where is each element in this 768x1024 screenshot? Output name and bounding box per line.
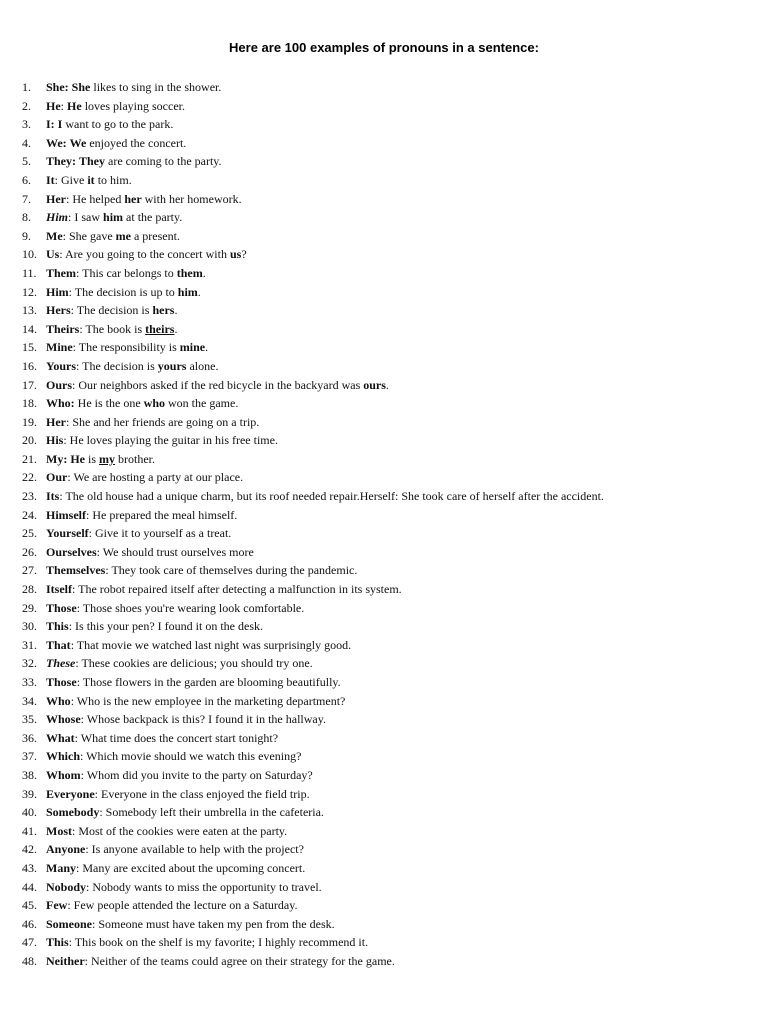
- list-item: [22, 692, 762, 711]
- pronoun-term: me: [115, 228, 131, 243]
- item-sentence: [46, 822, 762, 841]
- item-number: 36.: [22, 730, 37, 745]
- sentence-text: .: [202, 265, 206, 280]
- pronoun-term: She:: [46, 80, 69, 94]
- list-item: [22, 617, 762, 636]
- item-number: 4.: [22, 135, 31, 150]
- item-sentence: [46, 283, 762, 302]
- item-number: 6.: [22, 172, 31, 187]
- pronoun-term: My:: [46, 451, 68, 466]
- sentence-text: : This book on the shelf is my favorite; I highly recommend it.: [68, 935, 369, 950]
- item-number: 33.: [22, 675, 37, 689]
- sentence-text: :: [60, 98, 68, 113]
- pronoun-term: Who: [46, 693, 71, 708]
- pronoun-term: Whose: [46, 712, 81, 727]
- sentence-text: : This car belongs to: [76, 265, 177, 280]
- item-sentence: [46, 673, 762, 692]
- item-number: 16.: [22, 358, 37, 373]
- pronoun-term: Those: [46, 675, 77, 689]
- item-sentence: [46, 301, 762, 320]
- item-number: 10.: [22, 247, 37, 262]
- item-number: 18.: [22, 396, 37, 411]
- item-sentence: [46, 952, 762, 971]
- pronoun-example-list: [22, 78, 762, 971]
- pronoun-term: It: [46, 172, 55, 187]
- item-number: 19.: [22, 414, 37, 429]
- pronoun-term: them: [176, 265, 203, 280]
- list-item: [22, 264, 762, 283]
- sentence-text: at the party.: [123, 210, 183, 225]
- list-item: [22, 134, 762, 153]
- list-item: [22, 636, 762, 655]
- list-item: [22, 487, 762, 506]
- item-sentence: [46, 561, 762, 580]
- item-sentence: [46, 245, 762, 264]
- list-item: [22, 97, 762, 116]
- item-sentence: [46, 524, 762, 543]
- sentence-text: : He loves playing the guitar in his free time.: [63, 433, 278, 448]
- item-number: 1.: [22, 80, 31, 94]
- item-number: 23.: [22, 489, 37, 504]
- item-sentence: [46, 747, 762, 766]
- list-item: [22, 747, 762, 766]
- pronoun-term: it: [87, 172, 95, 187]
- pronoun-term: Me: [46, 228, 63, 243]
- list-item: [22, 301, 762, 320]
- pronoun-term: We: [69, 135, 87, 150]
- item-sentence: [46, 97, 762, 116]
- sentence-text: .: [197, 284, 201, 299]
- item-number: 41.: [22, 823, 37, 838]
- list-item: [22, 413, 762, 432]
- item-sentence: [46, 636, 762, 655]
- item-number: 43.: [22, 860, 37, 875]
- item-sentence: [46, 543, 762, 562]
- pronoun-term: Anyone: [46, 842, 86, 857]
- sentence-text: : Many are excited about the upcoming concert.: [76, 860, 306, 875]
- pronoun-term: him: [177, 284, 198, 299]
- pronoun-term: Who:: [46, 396, 75, 411]
- item-sentence: [46, 376, 762, 395]
- item-sentence: [46, 320, 762, 339]
- list-item: [22, 115, 762, 134]
- list-item: [22, 376, 762, 395]
- item-number: 34.: [22, 693, 37, 708]
- item-number: 47.: [22, 935, 37, 950]
- sentence-text: : Neither of the teams could agree on their strategy for the game.: [84, 953, 395, 968]
- sentence-text: : Give it to yourself as a treat.: [88, 526, 232, 541]
- pronoun-term: He: [67, 98, 82, 113]
- item-sentence: [46, 840, 762, 859]
- sentence-text: : Most of the cookies were eaten at the party.: [72, 823, 288, 838]
- sentence-text: : Give: [54, 172, 88, 187]
- list-item: [22, 785, 762, 804]
- item-number: 37.: [22, 749, 37, 764]
- sentence-text: .: [174, 321, 178, 336]
- item-number: 20.: [22, 433, 37, 448]
- item-sentence: [46, 896, 762, 915]
- pronoun-term: Neither: [46, 953, 85, 968]
- item-sentence: [46, 134, 762, 153]
- pronoun-term: This: [46, 619, 69, 634]
- item-number: 29.: [22, 600, 37, 615]
- list-item: [22, 766, 762, 785]
- sentence-text: : Are you going to the concert with: [59, 247, 230, 262]
- list-item: [22, 803, 762, 822]
- pronoun-term: Himself: [46, 507, 86, 522]
- list-item: [22, 840, 762, 859]
- sentence-text: : She and her friends are going on a trip.: [66, 414, 260, 429]
- pronoun-term: Those: [46, 600, 77, 615]
- item-number: 15.: [22, 340, 37, 355]
- pronoun-term: His: [46, 433, 64, 448]
- sentence-text: .: [205, 340, 209, 355]
- pronoun-term: who: [143, 396, 165, 411]
- item-sentence: [46, 692, 762, 711]
- list-item: [22, 822, 762, 841]
- sentence-text: : They took care of themselves during the pandemic.: [105, 563, 358, 578]
- pronoun-term: Someone: [46, 916, 92, 931]
- pronoun-term: I:: [46, 117, 55, 132]
- pronoun-term: ours: [363, 377, 386, 392]
- sentence-text: .: [385, 377, 389, 392]
- sentence-text: : Nobody wants to miss the opportunity to travel.: [86, 879, 322, 894]
- list-item: [22, 394, 762, 413]
- list-item: [22, 171, 762, 190]
- item-number: 24.: [22, 507, 37, 522]
- sentence-text: ?: [241, 247, 247, 262]
- sentence-text: : Is this your pen? I found it on the desk.: [68, 619, 263, 634]
- item-number: 12.: [22, 284, 37, 299]
- item-number: 38.: [22, 767, 37, 782]
- sentence-text: : Who is the new employee in the marketing department?: [70, 693, 346, 708]
- pronoun-term: mine: [179, 340, 206, 355]
- item-sentence: [46, 487, 762, 506]
- list-item: [22, 468, 762, 487]
- list-item: [22, 710, 762, 729]
- pronoun-term: Many: [46, 860, 76, 875]
- pronoun-term: yours: [157, 358, 187, 373]
- item-sentence: [46, 710, 762, 729]
- sentence-text: : The responsibility is: [72, 340, 180, 355]
- list-item: [22, 933, 762, 952]
- sentence-text: a present.: [130, 228, 180, 243]
- item-number: 17.: [22, 377, 37, 392]
- item-sentence: [46, 803, 762, 822]
- item-number: 40.: [22, 805, 37, 820]
- pronoun-term: my: [99, 451, 116, 466]
- sentence-text: : That movie we watched last night was surprisingly good.: [70, 637, 352, 652]
- pronoun-term: Mine: [46, 340, 73, 355]
- item-number: 32.: [22, 656, 37, 671]
- sentence-text: : He prepared the meal himself.: [86, 507, 238, 522]
- sentence-text: are coming to the party.: [105, 154, 222, 169]
- sentence-text: is: [85, 451, 100, 466]
- item-sentence: [46, 654, 762, 673]
- item-number: 5.: [22, 154, 31, 169]
- sentence-text: enjoyed the concert.: [86, 135, 187, 150]
- pronoun-term: We:: [46, 135, 67, 150]
- item-sentence: [46, 599, 762, 618]
- item-number: 26.: [22, 544, 37, 559]
- pronoun-term: That: [46, 637, 71, 652]
- pronoun-term: Them: [46, 265, 76, 280]
- list-item: [22, 338, 762, 357]
- sentence-text: to him.: [94, 172, 132, 187]
- sentence-text: : Everyone in the class enjoyed the field trip.: [94, 786, 310, 801]
- sentence-text: : Those flowers in the garden are blooming beautifully.: [76, 675, 341, 689]
- item-number: 13.: [22, 303, 37, 318]
- item-number: 39.: [22, 786, 37, 801]
- item-sentence: [46, 580, 762, 599]
- pronoun-term: I: [57, 117, 63, 132]
- pronoun-term: Theirs: [46, 321, 80, 336]
- sentence-text: alone.: [186, 358, 219, 373]
- sentence-text: : We are hosting a party at our place.: [67, 470, 244, 485]
- item-number: 11.: [22, 265, 37, 280]
- sentence-text: : He helped: [66, 191, 125, 206]
- pronoun-term: him: [103, 210, 124, 225]
- item-sentence: [46, 171, 762, 190]
- pronoun-term: Ours: [46, 377, 73, 392]
- list-item: [22, 78, 762, 97]
- pronoun-term: hers: [152, 303, 175, 318]
- list-item: [22, 729, 762, 748]
- list-item: [22, 896, 762, 915]
- item-number: 28.: [22, 582, 37, 597]
- item-sentence: [46, 933, 762, 952]
- item-sentence: [46, 617, 762, 636]
- sentence-text: : The decision is: [76, 358, 158, 373]
- sentence-text: : She gave: [62, 228, 116, 243]
- sentence-text: : Whose backpack is this? I found it in the hallway.: [80, 712, 326, 727]
- sentence-text: : Which movie should we watch this evening?: [80, 749, 302, 764]
- item-sentence: [46, 785, 762, 804]
- item-sentence: [46, 208, 762, 227]
- item-sentence: [46, 506, 762, 525]
- item-sentence: [46, 766, 762, 785]
- pronoun-term: She: [71, 80, 91, 94]
- item-number: 8.: [22, 210, 31, 225]
- item-sentence: [46, 227, 762, 246]
- pronoun-term: These: [46, 656, 76, 671]
- list-item: [22, 506, 762, 525]
- sentence-text: : Whom did you invite to the party on Saturday?: [80, 767, 313, 782]
- item-sentence: [46, 878, 762, 897]
- sentence-text: : Those shoes you're wearing look comfortable.: [76, 600, 305, 615]
- item-sentence: [46, 450, 762, 469]
- list-item: [22, 543, 762, 562]
- pronoun-term: her: [124, 191, 142, 206]
- list-item: [22, 283, 762, 302]
- list-item: [22, 524, 762, 543]
- list-item: [22, 952, 762, 971]
- list-item: [22, 561, 762, 580]
- pronoun-term: He: [70, 451, 85, 466]
- sentence-text: : The decision is up to: [68, 284, 178, 299]
- sentence-text: : The old house had a unique charm, but its roof needed repair.Herself: She took care of herself after the accident.: [59, 489, 604, 504]
- pronoun-term: They:: [46, 154, 76, 169]
- item-number: 21.: [22, 451, 37, 466]
- item-number: 9.: [22, 228, 31, 243]
- pronoun-term: Him: [46, 210, 69, 225]
- pronoun-term: Which: [46, 749, 81, 764]
- pronoun-term: Most: [46, 823, 72, 838]
- pronoun-term: Themselves: [46, 563, 106, 578]
- item-number: 2.: [22, 98, 31, 113]
- item-sentence: [46, 413, 762, 432]
- pronoun-term: What: [46, 730, 75, 745]
- sentence-text: : We should trust ourselves more: [96, 544, 254, 559]
- pronoun-term: us: [229, 247, 242, 262]
- item-sentence: [46, 78, 762, 97]
- pronoun-term: Her: [46, 414, 66, 429]
- sentence-text: : Is anyone available to help with the project?: [85, 842, 304, 857]
- pronoun-term: Yours: [46, 358, 77, 373]
- list-item: [22, 357, 762, 376]
- item-sentence: [46, 190, 762, 209]
- item-sentence: [46, 152, 762, 171]
- list-item: [22, 599, 762, 618]
- item-sentence: [46, 915, 762, 934]
- sentence-text: likes to sing in the shower.: [90, 80, 222, 94]
- item-number: 22.: [22, 470, 37, 485]
- pronoun-term: Her: [46, 191, 66, 206]
- item-number: 46.: [22, 916, 37, 931]
- list-item: [22, 431, 762, 450]
- sentence-text: He is the one: [74, 396, 144, 411]
- item-sentence: [46, 468, 762, 487]
- list-item: [22, 580, 762, 599]
- sentence-text: : Few people attended the lecture on a Saturday.: [67, 898, 298, 913]
- sentence-text: : Someone must have taken my pen from the desk.: [92, 916, 335, 931]
- list-item: [22, 859, 762, 878]
- pronoun-term: Hers: [46, 303, 71, 318]
- sentence-text: : The robot repaired itself after detecting a malfunction in its system.: [72, 582, 402, 597]
- pronoun-term: Us: [46, 247, 60, 262]
- list-item: [22, 450, 762, 469]
- list-item: [22, 320, 762, 339]
- item-number: 3.: [22, 117, 31, 132]
- sentence-text: : The book is: [79, 321, 146, 336]
- sentence-text: with her homework.: [141, 191, 242, 206]
- sentence-text: want to go to the park.: [62, 117, 174, 132]
- item-number: 44.: [22, 879, 37, 894]
- sentence-text: brother.: [115, 451, 156, 466]
- pronoun-term: They: [79, 154, 106, 169]
- list-item: [22, 190, 762, 209]
- sentence-text: : Somebody left their umbrella in the cafeteria.: [99, 805, 324, 820]
- page-title: Here are 100 examples of pronouns in a sentence:: [229, 40, 539, 55]
- item-number: 27.: [22, 563, 37, 578]
- pronoun-term: Him: [46, 284, 69, 299]
- item-sentence: [46, 431, 762, 450]
- pronoun-term: He: [46, 98, 61, 113]
- item-sentence: [46, 729, 762, 748]
- sentence-text: won the game.: [165, 396, 239, 411]
- list-item: [22, 654, 762, 673]
- list-item: [22, 208, 762, 227]
- pronoun-term: This: [46, 935, 69, 950]
- item-sentence: [46, 264, 762, 283]
- item-number: 42.: [22, 842, 37, 857]
- item-number: 48.: [22, 953, 37, 968]
- pronoun-term: Everyone: [46, 786, 95, 801]
- item-number: 14.: [22, 321, 37, 336]
- sentence-text: .: [174, 303, 178, 318]
- pronoun-term: Its: [46, 489, 60, 504]
- pronoun-term: Nobody: [46, 879, 87, 894]
- item-number: 35.: [22, 712, 37, 727]
- pronoun-term: Yourself: [46, 526, 89, 541]
- list-item: [22, 152, 762, 171]
- item-number: 45.: [22, 898, 37, 913]
- sentence-text: : These cookies are delicious; you should try one.: [75, 656, 313, 671]
- item-sentence: [46, 338, 762, 357]
- item-sentence: [46, 859, 762, 878]
- item-sentence: [46, 394, 762, 413]
- pronoun-term: Our: [46, 470, 68, 485]
- sentence-text: : I saw: [68, 210, 104, 225]
- pronoun-term: Somebody: [46, 805, 100, 820]
- item-number: 30.: [22, 619, 37, 634]
- pronoun-term: Whom: [46, 767, 81, 782]
- item-number: 25.: [22, 526, 37, 541]
- item-number: 31.: [22, 637, 37, 652]
- sentence-text: : What time does the concert start tonight?: [74, 730, 279, 745]
- item-number: 7.: [22, 191, 31, 206]
- list-item: [22, 245, 762, 264]
- pronoun-term: theirs: [145, 321, 175, 336]
- list-item: [22, 673, 762, 692]
- pronoun-term: Few: [46, 898, 68, 913]
- pronoun-term: Ourselves: [46, 544, 97, 559]
- list-item: [22, 915, 762, 934]
- pronoun-term: Itself: [46, 582, 72, 597]
- sentence-text: : Our neighbors asked if the red bicycle in the backyard was: [72, 377, 364, 392]
- sentence-text: loves playing soccer.: [81, 98, 185, 113]
- sentence-text: : The decision is: [70, 303, 153, 318]
- list-item: [22, 227, 762, 246]
- item-sentence: [46, 115, 762, 134]
- list-item: [22, 878, 762, 897]
- item-sentence: [46, 357, 762, 376]
